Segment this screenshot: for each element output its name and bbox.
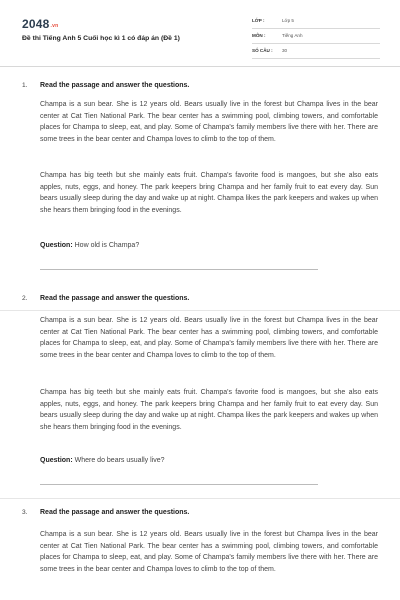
logo-suffix: .vn (50, 23, 59, 29)
passage-paragraph: Champa is a sun bear. She is 12 years old. Bears usually live in the forest but Champa lives in the bear center at Cat Tien National Park. The bear center has a swimming pool, climbing towers, and comfortable places for Champa to sleep, eat, and play. Some of Champa's family members live there with her. There are some trees in the bear center and Champa loves to climb to the top of them. (40, 531, 378, 573)
document-title: Đề thi Tiếng Anh 5 Cuối học kì 1 có đáp án (Đề 1) (22, 35, 180, 42)
question-prompt (40, 457, 165, 464)
answer-line[interactable] (40, 484, 318, 485)
passage-paragraph: Champa is a sun bear. She is 12 years old. Bears usually live in the forest but Champa lives in the bear center at Cat Tien National Park. The bear center has a swimming pool, climbing towers, and comfortable places for Champa to sleep, eat, and play. Some of Champa's family members live there with her. There are some trees in the bear center and Champa loves to climb to the top of them. (40, 101, 378, 143)
document-meta (252, 14, 380, 59)
meta-label: LỚP : (252, 18, 265, 23)
question-prompt (40, 242, 139, 249)
question-text: How old is Champa? (74, 242, 140, 249)
question-number: 3. (22, 509, 28, 516)
answer-line[interactable] (40, 269, 318, 270)
page-header (0, 0, 400, 67)
passage-paragraph: Champa has big teeth but she mainly eats fruit. Champa's favorite food is mangoes, but she also eats apples, nuts, eggs, and honey. The park keepers bring Champa and her family fruit to eat every day. Sun bears usually sleep during the day and wake up at night. Champa likes the park keepers and wakes up when she hears them bringing food in the evenings. (40, 172, 378, 214)
question-label: Question: (40, 457, 73, 464)
site-logo[interactable] (22, 17, 58, 31)
passage-paragraph: Champa has big teeth but she mainly eats fruit. Champa's favorite food is mangoes, but she also eats apples, nuts, eggs, and honey. The park keepers bring Champa and her family fruit to eat every day. Sun bears usually sleep during the day and wake up at night. Champa likes the park keepers and wakes up when she hears them bringing food in the evenings. (40, 389, 378, 431)
meta-row-grade (252, 14, 380, 29)
meta-row-count (252, 44, 380, 59)
question-divider (0, 310, 400, 311)
question-instruction: Read the passage and answer the questions. (40, 509, 190, 516)
question-instruction: Read the passage and answer the questions. (40, 82, 190, 89)
logo-text: 2048 (22, 17, 50, 31)
question-instruction: Read the passage and answer the questions. (40, 295, 190, 302)
question-number: 2. (22, 295, 28, 302)
question-text: Where do bears usually live? (74, 457, 165, 464)
question-divider (0, 498, 400, 499)
question-label: Question: (40, 242, 73, 249)
meta-label: MÔN : (252, 33, 266, 38)
question-number: 1. (22, 82, 28, 89)
meta-value: Tiếng Anh (282, 33, 303, 38)
meta-row-subject (252, 29, 380, 44)
meta-label: SỐ CÂU : (252, 48, 273, 53)
meta-value: Lớp 5 (282, 18, 294, 23)
passage-paragraph: Champa is a sun bear. She is 12 years old. Bears usually live in the forest but Champa lives in the bear center at Cat Tien National Park. The bear center has a swimming pool, climbing towers, and comfortable places for Champa to sleep, eat, and play. Some of Champa's family members live there with her. There are some trees in the bear center and Champa loves to climb to the top of them. (40, 317, 378, 359)
meta-value: 30 (282, 48, 288, 53)
